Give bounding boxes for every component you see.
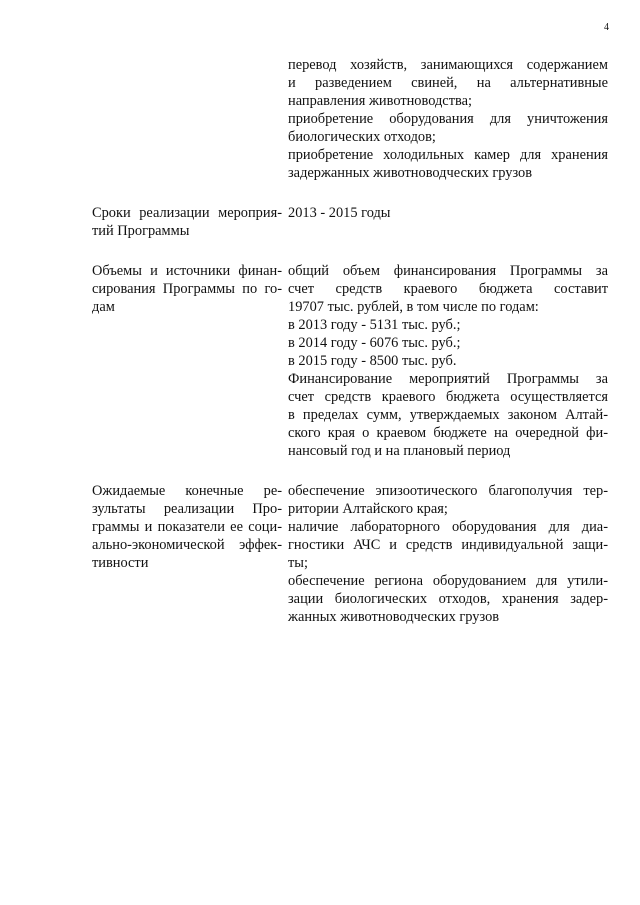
continuation-line: приобретение холодильных камер для хранения <box>288 147 608 163</box>
section-label-line: Сроки реализации мероприя- <box>92 205 282 221</box>
section-label-line: тий Программы <box>92 223 190 239</box>
section-content-line: в пределах сумм, утверждаемых законом Алтай- <box>288 407 608 423</box>
section-label-line: ально-экономической эффек- <box>92 537 282 553</box>
section-content-line: обеспечение региона оборудованием для утили- <box>288 573 608 589</box>
section-content-line: в 2014 году - 6076 тыс. руб.; <box>288 335 461 351</box>
section-content-line: жанных животноводческих грузов <box>288 609 500 625</box>
section-content-line: в 2015 году - 8500 тыс. руб. <box>288 353 457 369</box>
continuation-line: биологических отходов; <box>288 129 436 145</box>
section-content-line: в 2013 году - 5131 тыс. руб.; <box>288 317 461 333</box>
continuation-line: и разведением свиней, на альтернативные <box>288 75 608 91</box>
section-content-line: Финансирование мероприятий Программы за <box>288 371 608 387</box>
continuation-line: перевод хозяйств, занимающихся содержанием <box>288 57 608 73</box>
section-content-line: 19707 тыс. рублей, в том числе по годам: <box>288 299 539 315</box>
section-content-line: ты; <box>288 555 308 571</box>
section-label-line: Объемы и источники финан- <box>92 263 282 279</box>
section-content-line: счет средств краевого бюджета составит <box>288 281 608 297</box>
section-content-line: гностики АЧС и средств индивидуальной защи- <box>288 537 608 553</box>
section-content-line: нансовый год и на плановый период <box>288 443 511 459</box>
section-content-line: наличие лабораторного оборудования для диа- <box>288 519 608 535</box>
section-content-line: ского края о краевом бюджете на очередной фи- <box>288 425 608 441</box>
section-label-line: Ожидаемые конечные ре- <box>92 483 282 499</box>
continuation-line: приобретение оборудования для уничтожения <box>288 111 608 127</box>
section-label-line: дам <box>92 299 115 315</box>
section-content-line: счет средств краевого бюджета осуществляется <box>288 389 608 405</box>
continuation-line: задержанных животноводческих грузов <box>288 165 533 181</box>
section-label-line: сирования Программы по го- <box>92 281 282 297</box>
section-content-line: общий объем финансирования Программы за <box>288 263 608 279</box>
section-content-line: 2013 - 2015 годы <box>288 205 391 221</box>
section-content-line: ритории Алтайского края; <box>288 501 448 517</box>
section-label-line: граммы и показатели ее соци- <box>92 519 282 535</box>
section-content-line: зации биологических отходов, хранения задер- <box>288 591 608 607</box>
page-number: 4 <box>604 22 609 33</box>
section-content-line: обеспечение эпизоотического благополучия тер- <box>288 483 608 499</box>
section-label-line: тивности <box>92 555 149 571</box>
section-label-line: зультаты реализации Про- <box>92 501 282 517</box>
continuation-line: направления животноводства; <box>288 93 472 109</box>
